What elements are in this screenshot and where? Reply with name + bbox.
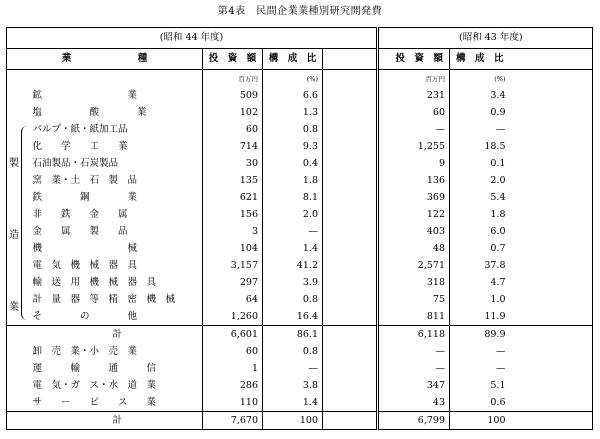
composition-43: 0.6 <box>490 397 506 408</box>
spacer-cell <box>510 257 593 274</box>
industry-name: 石油製品・石炭製品 <box>33 155 203 172</box>
double-divider <box>378 412 390 430</box>
table-row <box>7 223 593 240</box>
col-investment-43: 投 資 額 <box>390 49 450 70</box>
investment-44: 509 <box>203 87 263 104</box>
composition-44: 9.3 <box>263 138 323 155</box>
group-brace <box>21 126 30 320</box>
investment-43: 9 <box>390 155 450 172</box>
spacer-cell <box>323 49 378 70</box>
table-row <box>7 240 593 257</box>
col-composition-43: 構 成 比 <box>450 49 510 70</box>
double-divider <box>378 172 390 189</box>
spacer-cell <box>510 308 593 326</box>
double-divider <box>378 104 390 121</box>
column-header-row <box>7 49 593 70</box>
composition-44: 1.8 <box>263 172 323 189</box>
table-row <box>7 308 593 326</box>
spacer-cell <box>323 394 378 412</box>
group-cell <box>7 326 33 344</box>
spacer-cell <box>510 394 593 412</box>
investment-43: 1,255 <box>390 138 450 155</box>
double-divider <box>378 377 390 394</box>
composition-44: 0.8 <box>263 291 323 308</box>
investment-43: 231 <box>390 87 450 104</box>
spacer-cell <box>510 291 593 308</box>
table-row <box>7 189 593 206</box>
investment-43: — <box>390 121 450 138</box>
investment-43: 43 <box>390 394 450 412</box>
spacer-cell <box>323 189 378 206</box>
investment-43: 122 <box>390 206 450 223</box>
spacer-cell <box>323 155 378 172</box>
spacer-cell <box>510 138 593 155</box>
table-row <box>7 87 593 104</box>
industry-name: 輸 送 用 機 械 器 具 <box>33 274 203 291</box>
spacer-cell <box>510 240 593 257</box>
group-cell <box>7 121 33 326</box>
industry-name: 計 <box>33 326 203 344</box>
double-divider <box>378 206 390 223</box>
spacer-cell <box>323 121 378 138</box>
group-label-char: 造 <box>9 230 19 241</box>
composition-43: 3.4 <box>490 90 506 101</box>
spacer-cell <box>323 138 378 155</box>
spacer-cell <box>510 206 593 223</box>
table-row <box>7 377 593 394</box>
unit-spacer <box>323 70 378 88</box>
group-cell <box>7 104 33 121</box>
investment-44: 621 <box>203 189 263 206</box>
double-divider <box>378 49 390 70</box>
investment-44: 104 <box>203 240 263 257</box>
investment-43: 75 <box>390 291 450 308</box>
industry-name: 卸 売 業・小 売 業 <box>33 343 203 360</box>
table-row <box>7 274 593 291</box>
investment-43: 136 <box>390 172 450 189</box>
investment-43: 811 <box>390 308 450 326</box>
investment-43: 48 <box>390 240 450 257</box>
table-row <box>7 291 593 308</box>
table-title: 第4表 民間企業業種別研究開発費 <box>217 6 383 17</box>
composition-43: 0.1 <box>490 158 506 169</box>
industry-name: 窯 業・土 石 製 品 <box>33 172 203 189</box>
composition-43: — <box>496 124 506 135</box>
spacer-cell <box>510 360 593 377</box>
double-divider <box>378 138 390 155</box>
industry-name: 鉄 鋼 業 <box>33 189 203 206</box>
group-cell <box>7 87 33 104</box>
double-divider <box>378 326 390 344</box>
investment-44: 135 <box>203 172 263 189</box>
spacer-cell <box>510 377 593 394</box>
double-divider <box>378 155 390 172</box>
spacer-cell <box>510 87 593 104</box>
spacer-cell <box>323 343 378 360</box>
composition-43: 5.1 <box>490 380 506 391</box>
spacer-cell <box>510 121 593 138</box>
table-row <box>7 257 593 274</box>
double-divider <box>378 121 390 138</box>
double-divider <box>378 274 390 291</box>
composition-43: — <box>496 346 506 357</box>
period-header-row <box>7 28 593 49</box>
composition-43: 1.0 <box>490 294 506 305</box>
spacer-cell <box>510 274 593 291</box>
investment-43: 318 <box>390 274 450 291</box>
col-composition-44: 構 成 比 <box>263 49 323 70</box>
col-industry: 業 種 <box>7 49 203 70</box>
industry-name: 機 械 <box>33 240 203 257</box>
spacer-cell <box>323 104 378 121</box>
composition-43: 18.5 <box>484 141 506 152</box>
table-row <box>7 206 593 223</box>
investment-44: 102 <box>203 104 263 121</box>
composition-44: 16.4 <box>263 308 323 326</box>
group-label-char: 業 <box>9 302 19 313</box>
double-divider <box>378 360 390 377</box>
spacer-cell <box>323 274 378 291</box>
industry-name: 計 量 器 等 精 密 機 械 <box>33 291 203 308</box>
unit-pct-44: (%) <box>263 70 323 88</box>
group-label-char: 製 <box>9 158 19 169</box>
spacer-cell <box>323 291 378 308</box>
investment-43: 369 <box>390 189 450 206</box>
table-row <box>7 360 593 377</box>
spacer-cell <box>510 104 593 121</box>
investment-43: 60 <box>390 104 450 121</box>
group-cell <box>7 394 33 412</box>
composition-43: 1.8 <box>490 209 506 220</box>
rd-expenditure-table <box>6 27 593 430</box>
composition-43: 37.8 <box>484 260 506 271</box>
industry-name: 計 <box>33 412 203 430</box>
investment-44: 1,260 <box>203 308 263 326</box>
col-investment-44: 投 資 額 <box>203 49 263 70</box>
industry-name: 電 気・ガ ス・水 道 業 <box>33 377 203 394</box>
investment-43: — <box>390 343 450 360</box>
investment-44: 7,670 <box>203 412 263 430</box>
investment-43: — <box>390 360 450 377</box>
unit-spacer <box>510 70 593 88</box>
unit-spacer <box>7 70 203 88</box>
investment-44: 156 <box>203 206 263 223</box>
double-divider <box>378 343 390 360</box>
period-right: (昭和 43 年度) <box>390 28 593 49</box>
industry-name: 非 鉄 金 属 <box>33 206 203 223</box>
spacer-cell <box>323 172 378 189</box>
double-divider <box>378 291 390 308</box>
composition-44: 86.1 <box>263 326 323 344</box>
composition-43: 0.9 <box>490 107 506 118</box>
investment-44: 60 <box>203 121 263 138</box>
composition-43: 2.0 <box>490 175 506 186</box>
industry-name: サ ー ビ ス 業 <box>33 394 203 412</box>
composition-44: 3.9 <box>263 274 323 291</box>
composition-44: 1.4 <box>263 240 323 257</box>
spacer-cell <box>323 240 378 257</box>
composition-44: 2.0 <box>263 206 323 223</box>
composition-44: 1.3 <box>263 104 323 121</box>
investment-43: 347 <box>390 377 450 394</box>
table-row <box>7 343 593 360</box>
double-divider <box>378 28 390 49</box>
unit-inv-43: 百万円 <box>390 70 450 88</box>
investment-44: 6,601 <box>203 326 263 344</box>
composition-43: 5.4 <box>490 192 506 203</box>
investment-44: 64 <box>203 291 263 308</box>
composition-44: 8.1 <box>263 189 323 206</box>
investment-44: 3,157 <box>203 257 263 274</box>
double-divider <box>378 394 390 412</box>
spacer-cell <box>323 412 378 430</box>
investment-44: 110 <box>203 394 263 412</box>
spacer-cell <box>510 412 593 430</box>
composition-43: 0.7 <box>490 243 506 254</box>
investment-44: 3 <box>203 223 263 240</box>
spacer-cell <box>323 257 378 274</box>
group-cell <box>7 377 33 394</box>
double-divider <box>378 308 390 326</box>
spacer-cell <box>510 172 593 189</box>
unit-inv-44: 百万円 <box>203 70 263 88</box>
composition-44: 3.8 <box>263 377 323 394</box>
spacer-cell <box>510 326 593 344</box>
composition-44: 41.2 <box>263 257 323 274</box>
spacer-cell <box>323 223 378 240</box>
composition-44: 1.4 <box>263 394 323 412</box>
table-row <box>7 121 593 138</box>
industry-name: 運 輸 通 信 <box>33 360 203 377</box>
investment-43: 6,799 <box>390 412 450 430</box>
industry-name: パルプ・紙・紙加工品 <box>33 121 203 138</box>
investment-44: 60 <box>203 343 263 360</box>
investment-43: 6,118 <box>390 326 450 344</box>
composition-44: 0.4 <box>263 155 323 172</box>
table-row <box>7 394 593 412</box>
table-row <box>7 138 593 155</box>
spacer-cell <box>323 87 378 104</box>
double-divider <box>378 223 390 240</box>
composition-43: 4.7 <box>490 277 506 288</box>
spacer-cell <box>510 155 593 172</box>
spacer-cell <box>510 343 593 360</box>
investment-44: 297 <box>203 274 263 291</box>
composition-43: 89.9 <box>450 326 510 344</box>
composition-44: — <box>263 360 323 377</box>
composition-44: 6.6 <box>263 87 323 104</box>
spacer-cell <box>510 223 593 240</box>
double-divider <box>378 70 390 88</box>
investment-43: 2,571 <box>390 257 450 274</box>
investment-44: 30 <box>203 155 263 172</box>
investment-44: 714 <box>203 138 263 155</box>
group-cell <box>7 343 33 360</box>
table-row <box>7 155 593 172</box>
investment-43: 403 <box>390 223 450 240</box>
group-cell <box>7 360 33 377</box>
industry-name: 鉱 業 <box>33 87 203 104</box>
table-row <box>7 412 593 430</box>
spacer-cell <box>323 377 378 394</box>
double-divider <box>378 240 390 257</box>
double-divider <box>378 257 390 274</box>
spacer-cell <box>323 308 378 326</box>
spacer-cell <box>510 189 593 206</box>
table-row <box>7 172 593 189</box>
group-cell <box>7 412 33 430</box>
industry-name: 金 属 製 品 <box>33 223 203 240</box>
composition-44: — <box>263 223 323 240</box>
industry-name: そ の 他 <box>33 308 203 326</box>
spacer-cell <box>510 49 593 70</box>
composition-44: 0.8 <box>263 343 323 360</box>
investment-44: 286 <box>203 377 263 394</box>
double-divider <box>378 87 390 104</box>
composition-43: 100 <box>450 412 510 430</box>
investment-44: 1 <box>203 360 263 377</box>
spacer-cell <box>323 206 378 223</box>
industry-name: 化 学 工 業 <box>33 138 203 155</box>
double-divider <box>378 189 390 206</box>
spacer-cell <box>323 326 378 344</box>
composition-43: 11.9 <box>484 311 506 322</box>
unit-pct-43: (%) <box>494 74 506 83</box>
composition-43: 6.0 <box>490 226 506 237</box>
composition-43: — <box>496 363 506 374</box>
table-row <box>7 326 593 344</box>
composition-44: 0.8 <box>263 121 323 138</box>
spacer-cell <box>323 360 378 377</box>
table-row <box>7 104 593 121</box>
period-left: (昭和 44 年度) <box>7 28 378 49</box>
unit-row <box>7 70 593 88</box>
industry-name: 電 気 機 械 器 具 <box>33 257 203 274</box>
composition-44: 100 <box>263 412 323 430</box>
industry-name: 塩 酸 業 <box>33 104 203 121</box>
